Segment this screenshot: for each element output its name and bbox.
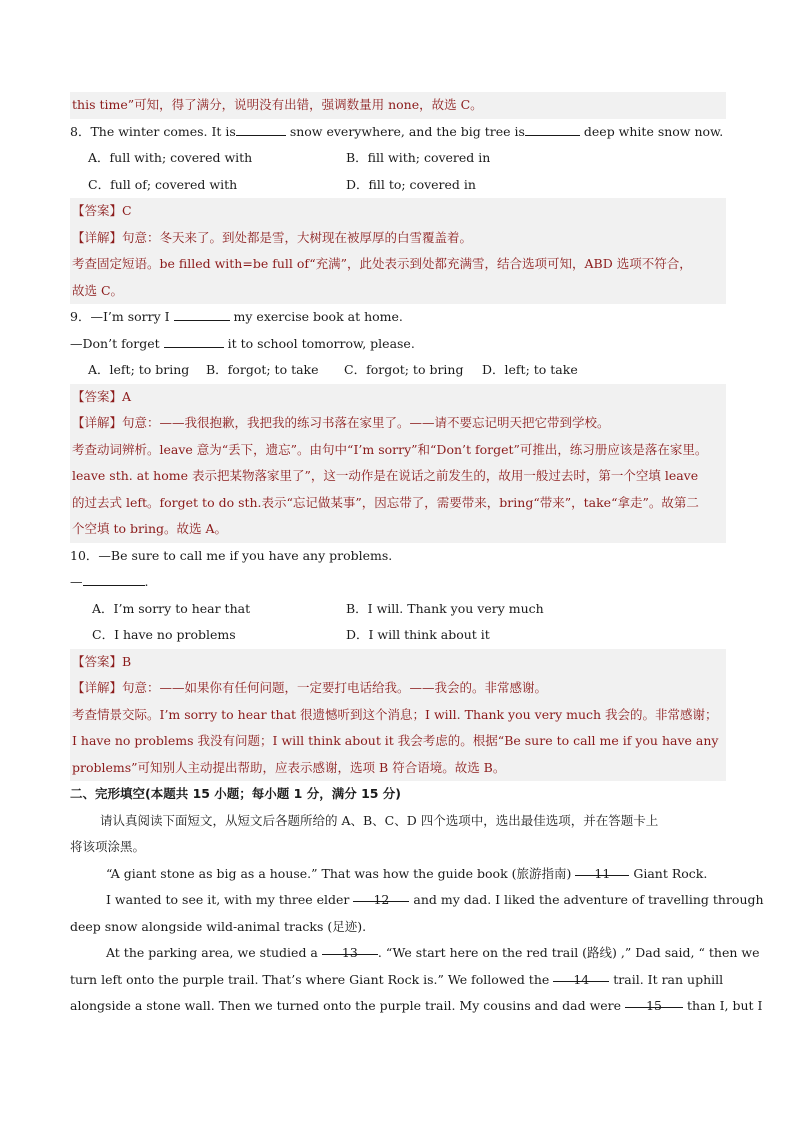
section-title: 二、完形填空(本题共 15 小题；每小题 1 分，满分 15 分) xyxy=(70,786,402,801)
detail-q10-4: problems”可知别人主动提出帮助，应表示感谢，选项 B 符合语境。故选 B。 xyxy=(70,755,726,782)
passage-line-2: I wanted to see it, with my three elder 12 and my dad. I liked the adventure of travelling through xyxy=(70,887,726,914)
question-10-stem-2: — . xyxy=(70,569,726,596)
detail-q9-5: 个空填 to bring。故选 A。 xyxy=(70,516,726,543)
question-9-options xyxy=(70,357,726,384)
detail-q8-1: 【详解】句意：冬天来了。到处都是雪，大树现在被厚厚的白雪覆盖着。 xyxy=(70,225,726,252)
blank-11: 11 xyxy=(575,861,629,876)
question-10-options-row1 xyxy=(70,596,726,623)
option-a: A．left; to bring xyxy=(88,362,190,377)
answer-q8: 【答案】C xyxy=(70,198,726,225)
detail-q10-3: I have no problems 我没有问题；I will think about it 我会考虑的。根据“Be sure to call me if you have any xyxy=(70,728,726,755)
option-b: B．fill with; covered in xyxy=(346,150,491,165)
detail-q9-4: 的过去式 left。forget to do sth.表示“忘记做某事”，因忘带了，需要带来，bring“带来”，take“拿走”。故第二 xyxy=(70,490,726,517)
option-b: B．forgot; to take xyxy=(206,362,319,377)
detail-q10-2: 考查情景交际。I’m sorry to hear that 很遗憾听到这个消息；I will. Thank you very much 我会的。非常感谢； xyxy=(70,702,726,729)
detail-q9-1: 【详解】句意：——我很抱歉，我把我的练习书落在家里了。——请不要忘记明天把它带到学校。 xyxy=(70,410,726,437)
blank-14: 14 xyxy=(553,967,609,982)
instruction-line-2: 将该项涂黑。 xyxy=(70,839,146,854)
option-d: D．left; to take xyxy=(482,362,578,377)
detail-q8-3: 故选 C。 xyxy=(70,278,726,305)
option-a: A．full with; covered with xyxy=(88,150,253,165)
passage-line-5: turn left onto the purple trail. That’s where Giant Rock is.” We followed the 14 trail. It ran uphill xyxy=(70,967,726,994)
passage-line-1: “A giant stone as big as a house.” That was how the guide book (旅游指南) 11 Giant Rock. xyxy=(70,861,726,888)
option-c: C．full of; covered with xyxy=(88,176,238,192)
passage-line-3: deep snow alongside wild-animal tracks (足迹). xyxy=(70,918,367,934)
passage-line-6: alongside a stone wall. Then we turned onto the purple trail. My cousins and dad were 15 than I, but I xyxy=(70,993,726,1020)
blank-13: 13 xyxy=(322,940,378,955)
detail-q10-1: 【详解】句意：——如果你有任何问题，一定要打电话给我。——我会的。非常感谢。 xyxy=(70,675,726,702)
question-8-options-row2 xyxy=(70,172,726,199)
question-10-options-row2 xyxy=(70,622,726,649)
option-b: B．I will. Thank you very much xyxy=(346,600,544,616)
option-d: D．I will think about it xyxy=(346,627,490,642)
question-9-stem-1: 9．—I’m sorry I my exercise book at home. xyxy=(70,304,726,331)
detail-q8-2: 考查固定短语。be filled with=be full of“充满”，此处表示到处都充满雪，结合选项可知，ABD 选项不符合， xyxy=(70,251,726,278)
exam-page xyxy=(70,92,764,1020)
option-d: D．fill to; covered in xyxy=(346,176,476,192)
blank-12: 12 xyxy=(353,887,409,902)
option-c: C．forgot; to bring xyxy=(344,362,464,377)
blank-15: 15 xyxy=(625,993,683,1008)
detail-q9-2: 考查动词辨析。leave 意为“丢下，遗忘”。由句中“I’m sorry”和“Don’t forget”可推出，练习册应该是落在家里。 xyxy=(70,437,726,464)
instruction-line-1: 请认真阅读下面短文，从短文后各题所给的 A、B、C、D 四个选项中，选出最佳选项，并在答题卡上 xyxy=(100,812,659,828)
question-9-stem-2: —Don’t forget it to school tomorrow, please. xyxy=(70,331,726,358)
answer-q9: 【答案】A xyxy=(70,384,726,411)
option-c: C．I have no problems xyxy=(92,627,236,642)
question-10-stem-1: 10．—Be sure to call me if you have any problems. xyxy=(70,547,393,563)
answer-explanation-q7: this time”可知，得了满分，说明没有出错，强调数量用 none，故选 C。 xyxy=(70,92,726,119)
question-8-options-row1 xyxy=(70,145,726,172)
option-a: A．I’m sorry to hear that xyxy=(92,600,251,616)
answer-q10: 【答案】B xyxy=(70,649,726,676)
detail-q9-3: leave sth. at home 表示把某物落家里了”，这一动作是在说话之前发生的，故用一般过去时，第一个空填 leave xyxy=(70,463,726,490)
question-8-stem: 8．The winter comes. It is snow everywhere, and the big tree is deep white snow now. xyxy=(70,119,726,146)
passage-line-4: At the parking area, we studied a 13 . “We start here on the red trail (路线) ,” Dad said, “ then we xyxy=(70,940,726,967)
